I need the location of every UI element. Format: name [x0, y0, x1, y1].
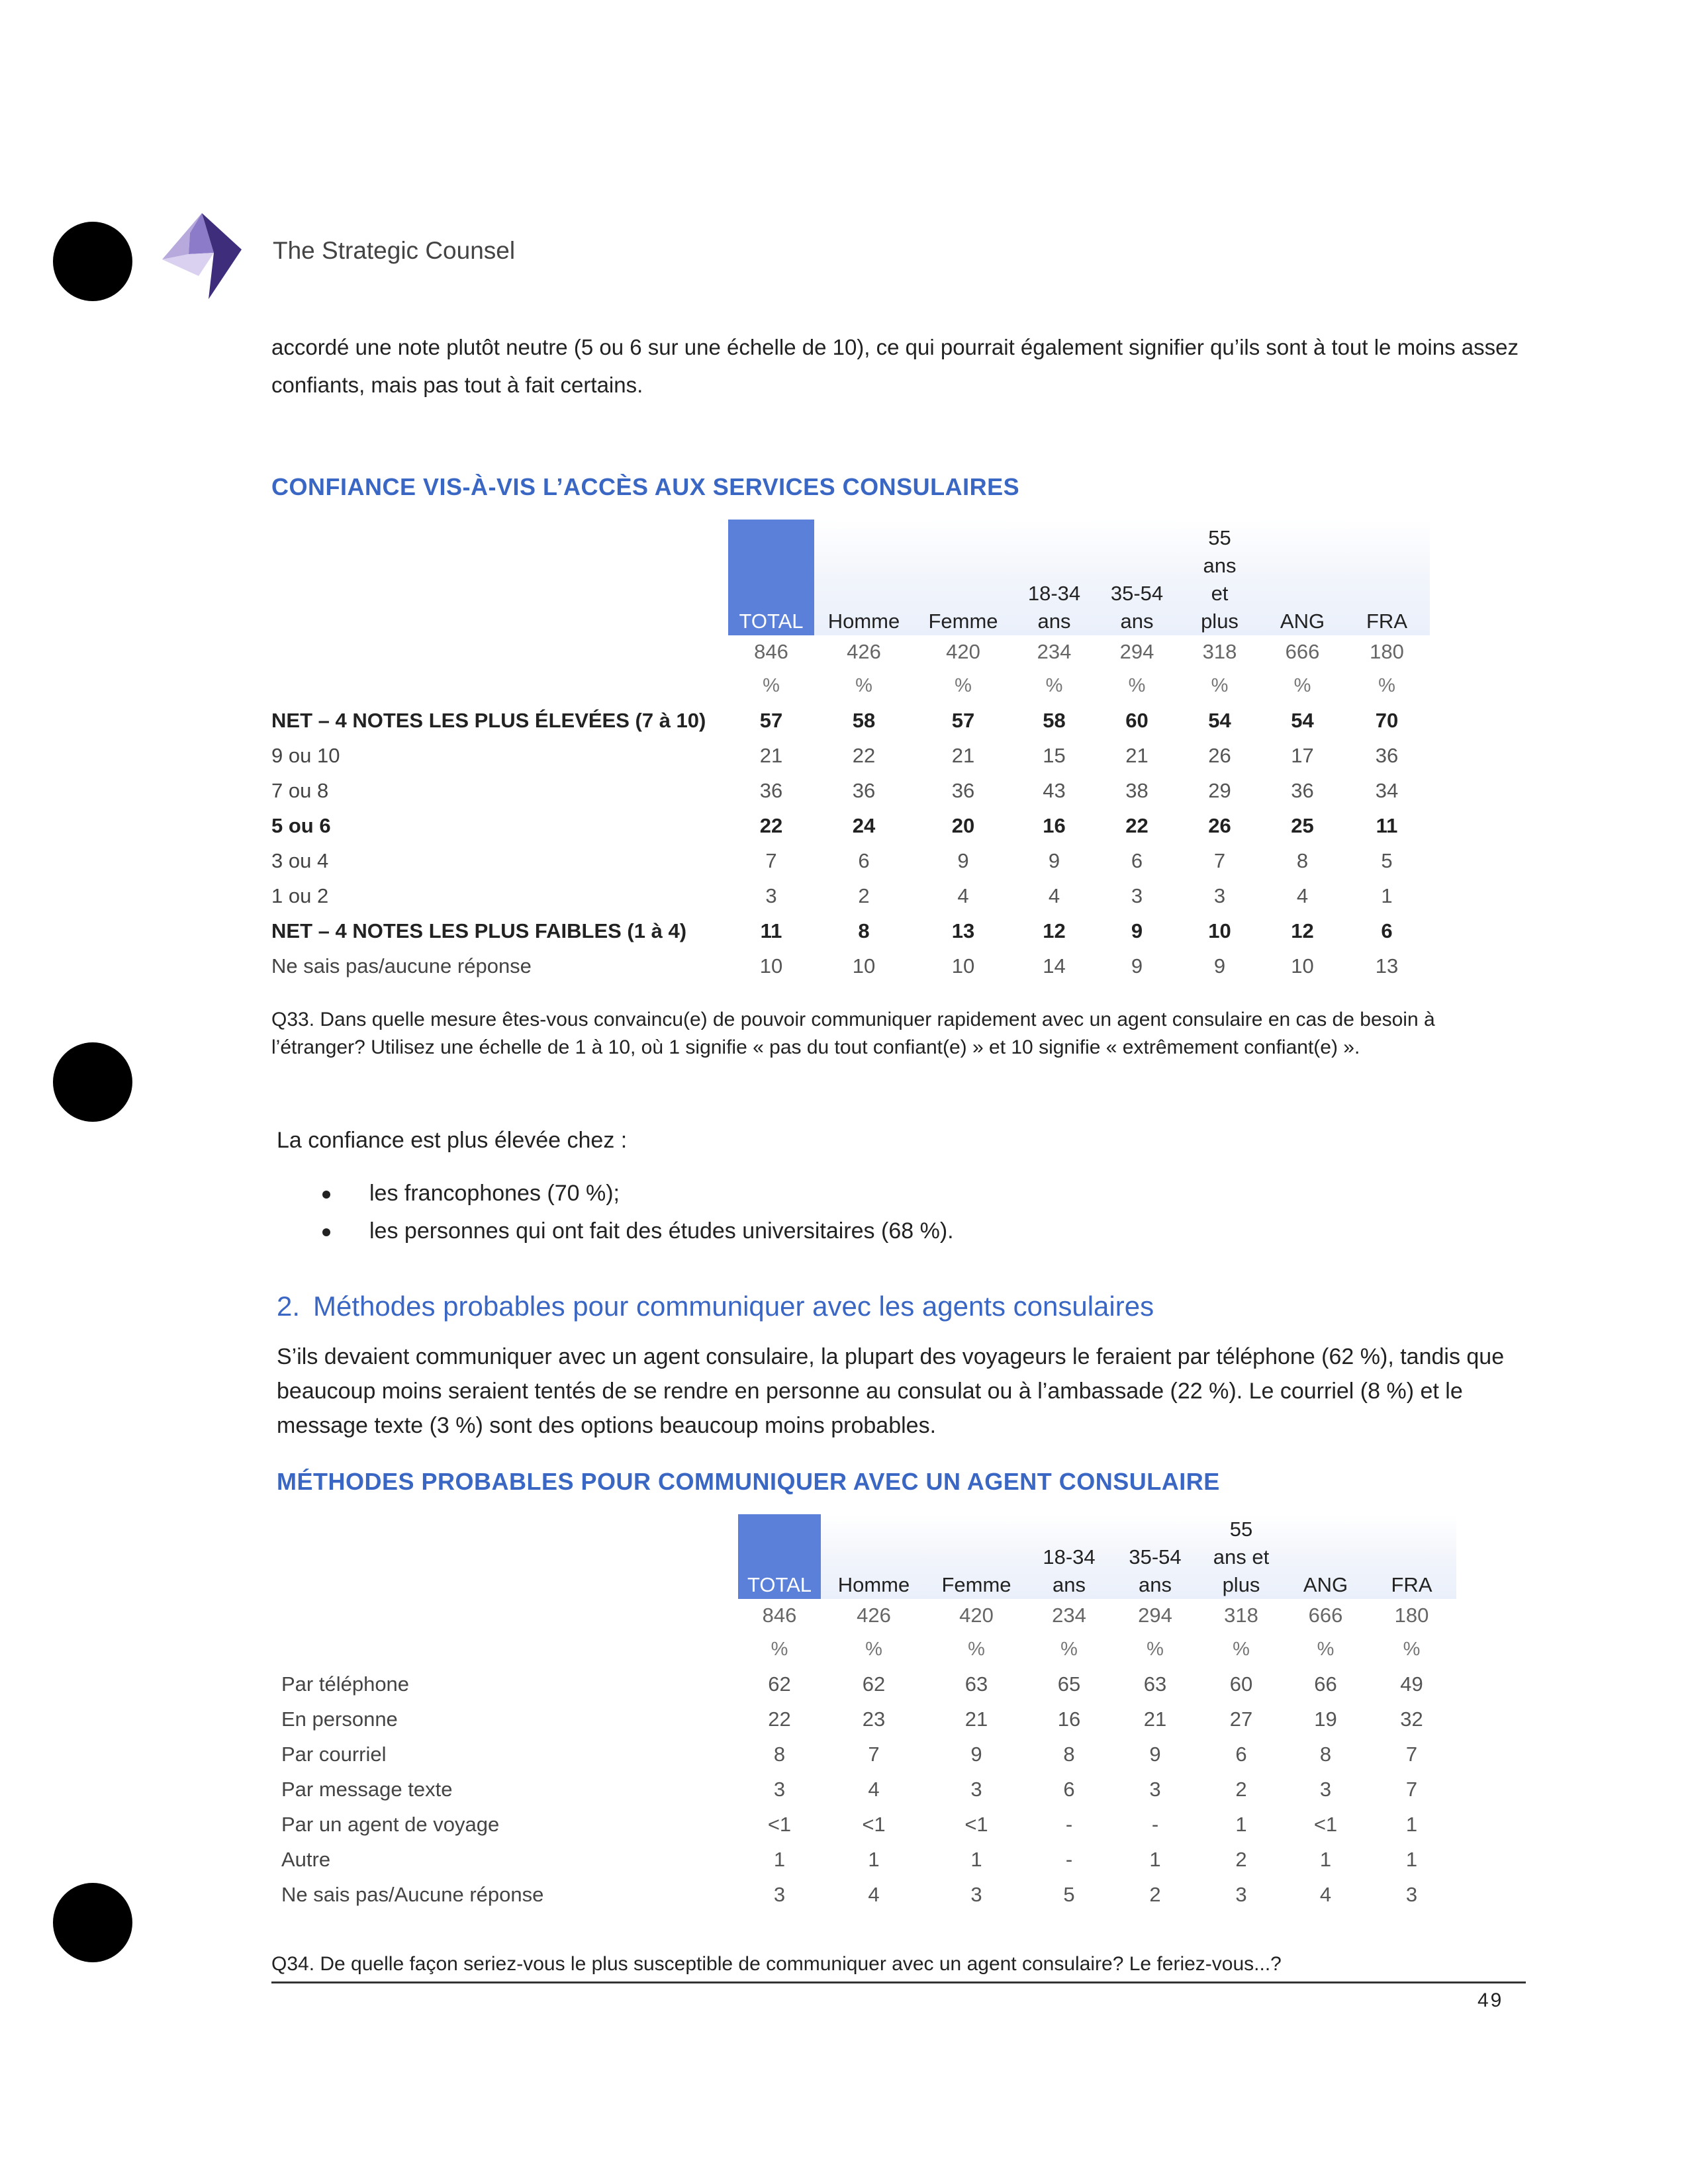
table-cell: 7 [765, 848, 777, 872]
binder-hole-middle [53, 1042, 132, 1122]
table-cell: 8 [858, 919, 870, 942]
base-count: 318 [1202, 640, 1237, 663]
table-cell: 11 [760, 919, 782, 942]
table-cell: 60 [1125, 708, 1149, 732]
table-cell: 6 [1235, 1742, 1247, 1766]
table-cell: - [1065, 1847, 1073, 1871]
pct-symbol: % [855, 674, 872, 696]
table-cell: 3 [1213, 884, 1226, 907]
table-cell: <1 [964, 1812, 988, 1836]
table-row [281, 1737, 1456, 1772]
table-cell: 3 [773, 1777, 786, 1801]
row-label: 3 ou 4 [271, 848, 329, 872]
row-label: Par courriel [281, 1742, 387, 1766]
table-cell: 3 [970, 1777, 982, 1801]
table-cell: 34 [1375, 778, 1399, 802]
base-count: 180 [1394, 1604, 1429, 1627]
table-cell: 58 [1043, 708, 1066, 732]
table-cell: 1 [773, 1847, 786, 1871]
table-cell: 24 [852, 813, 876, 837]
table-row [281, 1702, 1456, 1737]
table-cell: 62 [862, 1672, 886, 1696]
table-row [271, 773, 1430, 808]
table-cell: 70 [1375, 708, 1399, 732]
table-cell: 26 [1208, 743, 1231, 767]
table-cell: 8 [1296, 848, 1309, 872]
table-cell: 5 [1063, 1882, 1075, 1906]
table-cell: 19 [1314, 1707, 1337, 1731]
row-label: Par téléphone [281, 1672, 410, 1696]
table-row [271, 913, 1430, 948]
table-cell: 1 [1381, 884, 1393, 907]
section-heading-text: Méthodes probables pour communiquer avec les agents consulaires [313, 1291, 1154, 1322]
table-cell: 16 [1057, 1707, 1081, 1731]
table-cell: 14 [1043, 954, 1066, 978]
pct-symbol: % [1060, 1638, 1078, 1660]
brand-name: The Strategic Counsel [273, 237, 516, 264]
table-cell: 54 [1291, 708, 1314, 732]
table-cell: 2 [1149, 1882, 1161, 1906]
table-cell: 22 [768, 1707, 791, 1731]
table-cell: 36 [759, 778, 783, 802]
table-cell: 7 [1405, 1742, 1418, 1766]
intro-paragraph: accordé une note plutôt neutre (5 ou 6 sur une échelle de 10), ce qui pourrait également signifier qu’ils sont à tout le moins assez confiants, mais pas tout à fait certains. [271, 335, 1519, 397]
table-cell: 6 [1131, 848, 1143, 872]
base-count: 666 [1285, 640, 1320, 663]
pct-label [271, 668, 728, 703]
table-cell: 20 [951, 813, 975, 837]
base-count: 426 [857, 1604, 891, 1627]
table-cell: 21 [951, 743, 975, 767]
table-cell: 6 [858, 848, 870, 872]
pct-symbol: % [865, 1638, 882, 1660]
table-row [271, 878, 1430, 913]
table-cell: 63 [1143, 1672, 1167, 1696]
col-header: FRA [1344, 520, 1430, 635]
table-cell: 16 [1043, 813, 1066, 837]
table-cell: 1 [1405, 1812, 1418, 1836]
table-cell: 3 [970, 1882, 982, 1906]
table-cell: - [1065, 1812, 1073, 1836]
table-cell: 3 [1131, 884, 1143, 907]
table-row [281, 1772, 1456, 1807]
table-cell: 36 [852, 778, 876, 802]
table-cell: 60 [1229, 1672, 1253, 1696]
col-header: 35-54 ans [1096, 520, 1178, 635]
table-cell: 15 [1043, 743, 1066, 767]
table-row [271, 808, 1430, 843]
base-label [271, 635, 728, 668]
page-number: 49 [1477, 1989, 1504, 2011]
pct-symbol: % [955, 674, 972, 696]
col-header: Homme [821, 1514, 927, 1599]
table-cell: 57 [759, 708, 783, 732]
pct-symbol: % [771, 1638, 788, 1660]
table-cell: 10 [759, 954, 783, 978]
table-row [271, 738, 1430, 773]
table-cell: 7 [1213, 848, 1226, 872]
col-header: ANG [1261, 520, 1344, 635]
table-cell: 9 [1048, 848, 1060, 872]
confidence-table [271, 520, 1430, 983]
pct-symbol: % [1211, 674, 1229, 696]
table-cell: 29 [1208, 778, 1231, 802]
base-count: 420 [946, 640, 980, 663]
table-cell: - [1151, 1812, 1159, 1836]
col-header: FRA [1367, 1514, 1456, 1599]
table-cell: 8 [1063, 1742, 1075, 1766]
table-cell: 1 [1235, 1812, 1247, 1836]
row-label: 5 ou 6 [271, 813, 331, 837]
row-label: 1 ou 2 [271, 884, 329, 907]
table-cell: 36 [1375, 743, 1399, 767]
footer-rule [271, 1981, 1526, 1983]
table-cell: 22 [759, 813, 783, 837]
base-count: 846 [754, 640, 788, 663]
section-heading [277, 1291, 1154, 1322]
base-count: 426 [847, 640, 881, 663]
section2-paragraph: S’ils devaient communiquer avec un agent consulaire, la plupart des voyageurs le feraient par téléphone (62 %), tandis que beaucoup moins seraient tentés de se rendre en personne au consulat ou à l’ambassade (22 %). Le courriel (8 %) et le message texte (3 %) sont des options beaucoup moins probables. [277, 1344, 1505, 1438]
table-cell: 3 [1405, 1882, 1418, 1906]
row-label: 9 ou 10 [271, 743, 340, 767]
col-header: 55 ans et plus [1198, 1514, 1284, 1599]
table-cell: 6 [1381, 919, 1393, 942]
table-cell: 1 [1319, 1847, 1332, 1871]
table-cell: <1 [767, 1812, 792, 1836]
table-cell: 6 [1063, 1777, 1075, 1801]
table-cell: 25 [1291, 813, 1314, 837]
table-cell: 4 [957, 884, 969, 907]
col-header: 55 ans et plus [1178, 520, 1261, 635]
col-header: Homme [814, 520, 914, 635]
col-header: 35-54 ans [1112, 1514, 1198, 1599]
table-cell: 58 [852, 708, 876, 732]
pct-symbol: % [1233, 1638, 1250, 1660]
col-header: TOTAL [738, 1514, 821, 1599]
table-cell: 3 [765, 884, 777, 907]
bullet-item: les francophones (70 %); [310, 1175, 954, 1212]
table-cell: 21 [1143, 1707, 1167, 1731]
confidence-bullet-list [310, 1175, 954, 1250]
contact-methods-table [281, 1514, 1456, 1912]
table-cell: 4 [1319, 1882, 1332, 1906]
table-cell: 7 [1405, 1777, 1418, 1801]
table-cell: 36 [951, 778, 975, 802]
table-cell: 21 [964, 1707, 988, 1731]
table-cell: 57 [951, 708, 975, 732]
table-cell: 54 [1208, 708, 1231, 732]
row-label: En personne [281, 1707, 398, 1731]
col-header: TOTAL [728, 520, 814, 635]
binder-hole-top [53, 222, 132, 301]
table-cell: 26 [1208, 813, 1231, 837]
table-cell: 1 [868, 1847, 880, 1871]
row-label: Par un agent de voyage [281, 1812, 500, 1836]
table-cell: 21 [1125, 743, 1149, 767]
table-cell: 9 [957, 848, 969, 872]
table-row [271, 948, 1430, 983]
base-count: 846 [762, 1604, 797, 1627]
table-cell: 9 [1149, 1742, 1161, 1766]
table-row [281, 1877, 1456, 1912]
table-cell: 11 [1376, 813, 1398, 837]
base-count: 318 [1224, 1604, 1258, 1627]
row-label: Ne sais pas/aucune réponse [271, 954, 532, 978]
pct-label [281, 1632, 738, 1666]
base-count: 234 [1037, 640, 1072, 663]
row-label: Ne sais pas/Aucune réponse [281, 1882, 544, 1906]
base-count: 294 [1119, 640, 1154, 663]
table-cell: 9 [1131, 919, 1143, 942]
table-cell: 1 [1149, 1847, 1161, 1871]
table-cell: 5 [1381, 848, 1393, 872]
table-cell: 4 [1048, 884, 1060, 907]
table-cell: 10 [1291, 954, 1314, 978]
section-number: 2. [277, 1291, 301, 1322]
row-label: Par message texte [281, 1777, 453, 1801]
table-cell: 10 [852, 954, 876, 978]
table-row [271, 703, 1430, 738]
table-cell: 2 [1235, 1847, 1247, 1871]
table-cell: 3 [1235, 1882, 1247, 1906]
header-spacer [281, 1514, 738, 1599]
table-cell: 2 [858, 884, 870, 907]
col-header: 18-34 ans [1013, 520, 1096, 635]
pct-symbol: % [1147, 1638, 1164, 1660]
table-cell: 66 [1314, 1672, 1337, 1696]
table-cell: 17 [1291, 743, 1314, 767]
pct-symbol: % [1403, 1638, 1421, 1660]
col-header: Femme [927, 1514, 1026, 1599]
table2-title: MÉTHODES PROBABLES POUR COMMUNIQUER AVEC UN AGENT CONSULAIRE [277, 1468, 1220, 1495]
table-cell: 8 [773, 1742, 786, 1766]
table-cell: 27 [1229, 1707, 1253, 1731]
table-row [281, 1842, 1456, 1877]
pct-symbol: % [968, 1638, 985, 1660]
table1-question: Q33. Dans quelle mesure êtes-vous convaincu(e) de pouvoir communiquer rapidement avec un agent consulaire en cas de besoin à l’étranger? Utilisez une échelle de 1 à 10, où 1 signifie « pas du tout confiant(e) » et 10 signifie « extrêmement confiant(e) ». [271, 1009, 1435, 1058]
confidence-intro: La confiance est plus élevée chez : [277, 1128, 628, 1153]
table-cell: 63 [964, 1672, 988, 1696]
table-cell: 4 [1296, 884, 1309, 907]
pct-symbol: % [1293, 674, 1311, 696]
pct-symbol: % [1317, 1638, 1335, 1660]
table-row [281, 1807, 1456, 1842]
bullet-item: les personnes qui ont fait des études universitaires (68 %). [310, 1212, 954, 1250]
table-cell: 3 [773, 1882, 786, 1906]
table-cell: 2 [1235, 1777, 1247, 1801]
col-header: ANG [1284, 1514, 1367, 1599]
table-row [271, 843, 1430, 878]
table-cell: 10 [1208, 919, 1231, 942]
row-label: NET – 4 NOTES LES PLUS ÉLEVÉES (7 à 10) [271, 708, 706, 732]
table-cell: 49 [1400, 1672, 1423, 1696]
row-label: NET – 4 NOTES LES PLUS FAIBLES (1 à 4) [271, 919, 687, 942]
pct-symbol: % [1045, 674, 1063, 696]
table-cell: 9 [970, 1742, 982, 1766]
col-header: Femme [914, 520, 1013, 635]
table-cell: 65 [1057, 1672, 1081, 1696]
header-spacer [271, 520, 728, 635]
table-cell: 10 [951, 954, 975, 978]
table-cell: 32 [1400, 1707, 1423, 1731]
table-row [281, 1666, 1456, 1702]
base-label [281, 1599, 738, 1632]
base-count: 666 [1308, 1604, 1343, 1627]
pct-symbol: % [1128, 674, 1146, 696]
table-cell: <1 [862, 1812, 886, 1836]
strategic-counsel-logo-icon [162, 213, 255, 299]
table-cell: 12 [1291, 919, 1314, 942]
table-cell: <1 [1313, 1812, 1338, 1836]
binder-hole-bottom [53, 1883, 132, 1962]
table-cell: 22 [1125, 813, 1149, 837]
row-label: 7 ou 8 [271, 778, 329, 802]
table-cell: 4 [868, 1777, 880, 1801]
table-cell: 36 [1291, 778, 1314, 802]
base-count: 180 [1370, 640, 1404, 663]
table2-question: Q34. De quelle façon seriez-vous le plus susceptible de communiquer avec un agent consulaire? Le feriez-vous...? [271, 1953, 1282, 1975]
table-cell: 43 [1043, 778, 1066, 802]
table-cell: 62 [768, 1672, 791, 1696]
table-cell: 21 [759, 743, 783, 767]
table-cell: 1 [1405, 1847, 1418, 1871]
pct-symbol: % [763, 674, 780, 696]
table-cell: 13 [951, 919, 975, 942]
table-cell: 7 [868, 1742, 880, 1766]
table-cell: 23 [862, 1707, 886, 1731]
table-cell: 9 [1213, 954, 1226, 978]
table-cell: 38 [1125, 778, 1149, 802]
table-cell: 12 [1043, 919, 1066, 942]
table-cell: 22 [852, 743, 876, 767]
row-label: Autre [281, 1847, 331, 1871]
base-count: 234 [1052, 1604, 1086, 1627]
table-cell: 8 [1319, 1742, 1332, 1766]
table-cell: 9 [1131, 954, 1143, 978]
table1-title: CONFIANCE VIS-À-VIS L’ACCÈS AUX SERVICES CONSULAIRES [271, 473, 1020, 500]
table-cell: 1 [970, 1847, 982, 1871]
table-cell: 13 [1375, 954, 1399, 978]
base-count: 294 [1138, 1604, 1172, 1627]
pct-symbol: % [1378, 674, 1395, 696]
table-cell: 3 [1149, 1777, 1161, 1801]
table-cell: 3 [1319, 1777, 1332, 1801]
col-header: 18-34 ans [1026, 1514, 1112, 1599]
table-cell: 4 [868, 1882, 880, 1906]
base-count: 420 [959, 1604, 994, 1627]
